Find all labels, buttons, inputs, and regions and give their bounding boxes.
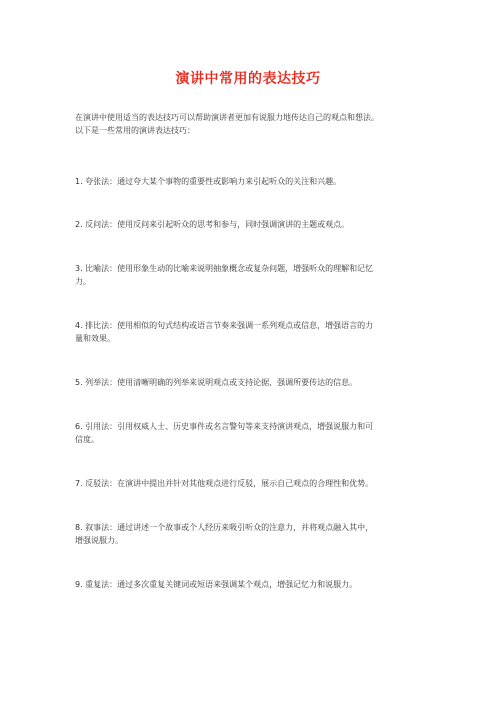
- intro-paragraph: [75, 111, 425, 137]
- list-item: [75, 175, 425, 188]
- list-item: [75, 420, 425, 446]
- list-item-line: 量和效果。: [75, 334, 115, 343]
- list-item-line: 6. 引用法：引用权威人士、历史事件或名言警句等来支持演讲观点，增强说服力和可: [75, 422, 374, 431]
- list-item-line: 7. 反驳法：在演讲中提出并针对其他观点进行反驳，展示自己观点的合理性和优势。: [75, 479, 374, 488]
- list-item: [75, 521, 425, 547]
- list-item-line: 2. 反问法：使用反问来引起听众的思考和参与，同时强调演讲的主题或观点。: [75, 220, 350, 229]
- list-item-line: 1. 夸张法：通过夸大某个事物的重要性或影响力来引起听众的关注和兴趣。: [75, 177, 342, 186]
- list-item-line: 增强说服力。: [75, 536, 123, 545]
- list-item-line: 4. 排比法：使用相似的句式结构或语言节奏来强调一系列观点或信息，增强语言的力: [75, 321, 374, 330]
- list-item: [75, 376, 425, 389]
- list-item-line: 9. 重复法：通过多次重复关键词或短语来强调某个观点，增强记忆力和说服力。: [75, 580, 358, 589]
- list-item: [75, 578, 425, 591]
- list-item: [75, 319, 425, 345]
- intro-line: 以下是一些常用的演讲表达技巧：: [75, 126, 195, 135]
- list-item-line: 力。: [75, 277, 91, 286]
- list-item-line: 8. 叙事法：通过讲述一个故事或个人经历来吸引听众的注意力，并将观点融入其中，: [75, 523, 374, 532]
- list-item: [75, 262, 425, 288]
- list-item-line: 5. 列举法：使用清晰明确的列举来说明观点或支持论据，强调所要传达的信息。: [75, 378, 358, 387]
- list-item-line: 信度。: [75, 435, 99, 444]
- intro-line: 在演讲中使用适当的表达技巧可以帮助演讲者更加有说服力地传达自己的观点和想法。: [75, 113, 379, 122]
- list-item: [75, 218, 425, 231]
- list-item: [75, 477, 425, 490]
- list-item-line: 3. 比喻法：使用形象生动的比喻来说明抽象概念或复杂问题，增强听众的理解和记忆: [75, 264, 374, 273]
- page-title: 演讲中常用的表达技巧: [175, 71, 321, 87]
